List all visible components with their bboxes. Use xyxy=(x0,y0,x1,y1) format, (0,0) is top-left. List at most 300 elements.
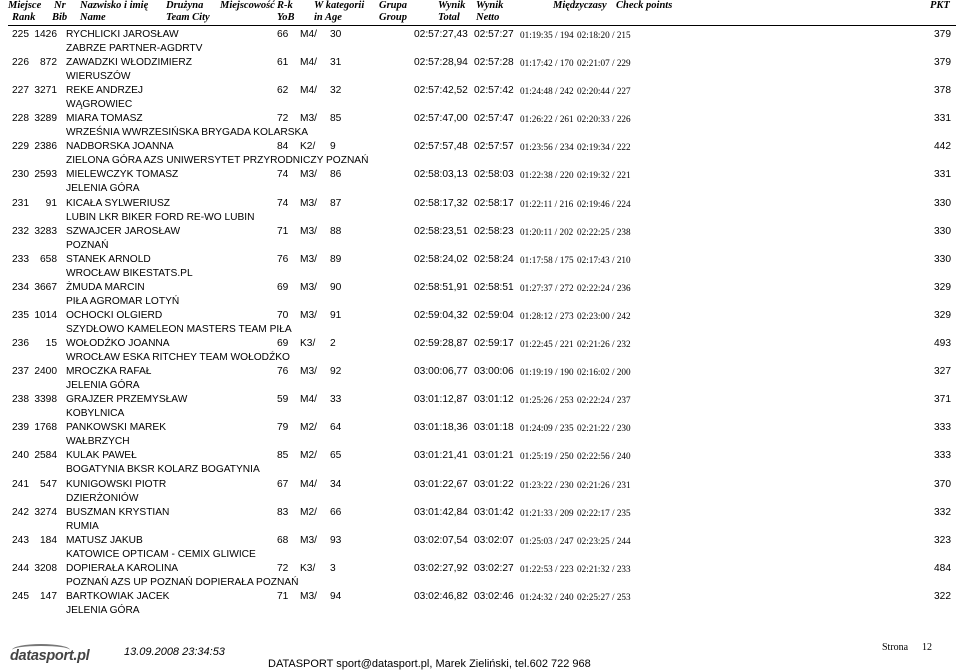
cell-name: MATUSZ JAKUB xyxy=(66,534,143,546)
cell-netto: 03:01:21 xyxy=(474,450,514,462)
cell-split-2: 02:25:27 / 253 xyxy=(577,591,631,602)
cell-total: 02:59:04,32 xyxy=(414,309,468,321)
cell-bib: 658 xyxy=(40,253,57,265)
cell-yob: 71 xyxy=(277,225,289,237)
col-netto: Netto xyxy=(476,12,500,23)
cell-pkt: 332 xyxy=(934,506,951,518)
col-miejscowosc: Miejscowość xyxy=(220,0,275,11)
cell-total: 03:01:42,84 xyxy=(414,506,468,518)
cell-name: DOPIERAŁA KAROLINA xyxy=(66,562,179,574)
cell-netto: 02:57:42 xyxy=(474,85,514,97)
cell-rank: 228 xyxy=(12,113,29,125)
cell-total: 03:02:27,92 xyxy=(414,562,468,574)
cell-split-1: 01:24:09 / 235 xyxy=(520,423,574,434)
cell-split-2: 02:20:44 / 227 xyxy=(577,86,631,97)
table-row xyxy=(0,111,960,139)
cell-pkt: 333 xyxy=(934,450,951,462)
col-grupa: Grupa xyxy=(379,0,408,11)
print-date: 13.09.2008 23:34:53 xyxy=(124,646,225,658)
cell-split-1: 01:22:11 / 216 xyxy=(520,198,574,209)
cell-rank: 245 xyxy=(12,590,29,602)
cell-total: 02:58:03,13 xyxy=(414,169,468,181)
cell-team-city: PIŁA AGROMAR LOTYŃ xyxy=(66,295,180,307)
cell-split-1: 01:26:22 / 261 xyxy=(520,114,574,125)
cell-rank: 237 xyxy=(12,366,29,378)
cell-total: 02:59:28,87 xyxy=(414,338,468,350)
cell-in-age: 66 xyxy=(330,506,342,518)
cell-split-2: 02:23:00 / 242 xyxy=(577,310,631,321)
cell-split-1: 01:17:58 / 175 xyxy=(520,254,574,265)
cell-netto: 02:58:03 xyxy=(474,169,514,181)
cell-category: K2/ xyxy=(300,141,316,153)
cell-category: M3/ xyxy=(300,281,317,293)
cell-split-1: 01:27:37 / 272 xyxy=(520,282,574,293)
cell-pkt: 329 xyxy=(934,281,951,293)
cell-netto: 03:02:27 xyxy=(474,562,514,574)
cell-category: M3/ xyxy=(300,113,317,125)
cell-team-city: KOBYLNICA xyxy=(66,408,125,420)
cell-rank: 240 xyxy=(12,450,29,462)
cell-category: M2/ xyxy=(300,450,317,462)
cell-pkt: 378 xyxy=(934,85,951,97)
cell-split-1: 01:20:11 / 202 xyxy=(520,226,574,237)
cell-in-age: 90 xyxy=(330,281,342,293)
cell-team-city: WAŁBRZYCH xyxy=(66,436,130,448)
cell-split-1: 01:22:53 / 223 xyxy=(520,563,574,574)
cell-split-1: 01:25:26 / 253 xyxy=(520,395,574,406)
cell-total: 03:01:22,67 xyxy=(414,478,468,490)
cell-name: ZAWADZKI WŁODZIMIERZ xyxy=(66,57,193,69)
cell-in-age: 85 xyxy=(330,113,342,125)
cell-bib: 3289 xyxy=(34,113,57,125)
col-team-city: Team City xyxy=(166,12,210,23)
cell-yob: 74 xyxy=(277,197,289,209)
col-name: Name xyxy=(80,12,106,23)
cell-in-age: 64 xyxy=(330,422,342,434)
cell-pkt: 379 xyxy=(934,57,951,69)
cell-category: K3/ xyxy=(300,338,316,350)
col-wynik-netto: Wynik xyxy=(476,0,504,11)
cell-netto: 02:58:24 xyxy=(474,253,514,265)
cell-in-age: 93 xyxy=(330,534,342,546)
cell-split-2: 02:18:20 / 215 xyxy=(577,30,631,40)
cell-in-age: 91 xyxy=(330,309,342,321)
cell-yob: 59 xyxy=(277,394,289,406)
header-divider xyxy=(8,25,956,26)
cell-rank: 239 xyxy=(12,422,29,434)
table-row xyxy=(0,308,960,336)
cell-split-2: 02:21:22 / 230 xyxy=(577,423,631,434)
cell-netto: 02:57:47 xyxy=(474,113,514,125)
col-total: Total xyxy=(438,12,460,23)
cell-category: M3/ xyxy=(300,309,317,321)
col-group: Group xyxy=(379,12,408,23)
cell-split-2: 02:19:46 / 224 xyxy=(577,198,631,209)
cell-yob: 76 xyxy=(277,366,289,378)
cell-team-city: DZIERŻONIÓW xyxy=(66,492,139,504)
table-row xyxy=(0,167,960,195)
cell-rank: 231 xyxy=(12,197,29,209)
cell-yob: 62 xyxy=(277,85,289,97)
cell-rank: 234 xyxy=(12,281,29,293)
cell-category: M3/ xyxy=(300,169,317,181)
cell-pkt: 323 xyxy=(934,534,951,546)
cell-rank: 230 xyxy=(12,169,29,181)
cell-netto: 02:58:51 xyxy=(474,281,514,293)
cell-in-age: 33 xyxy=(330,394,342,406)
cell-split-2: 02:21:07 / 229 xyxy=(577,58,631,69)
cell-in-age: 86 xyxy=(330,169,342,181)
cell-name: REKE ANDRZEJ xyxy=(66,85,143,97)
cell-name: STANEK ARNOLD xyxy=(66,253,151,265)
cell-team-city: ZIELONA GÓRA AZS UNIWERSYTET PRZYRODNICZY POZNAŃ xyxy=(66,155,369,167)
cell-yob: 74 xyxy=(277,169,289,181)
cell-category: M4/ xyxy=(300,478,317,490)
cell-team-city: LUBIN LKR BIKER FORD RE-WO LUBIN xyxy=(66,211,255,223)
col-w-kategorii: W kategorii xyxy=(314,0,365,11)
cell-name: MIELEWCZYK TOMASZ xyxy=(66,169,179,181)
cell-total: 02:57:28,94 xyxy=(414,57,468,69)
cell-category: M2/ xyxy=(300,422,317,434)
cell-category: K3/ xyxy=(300,562,316,574)
cell-bib: 3283 xyxy=(34,225,57,237)
cell-pkt: 442 xyxy=(934,141,951,153)
cell-rank: 229 xyxy=(12,141,29,153)
cell-yob: 72 xyxy=(277,562,289,574)
table-row xyxy=(0,280,960,308)
cell-rank: 244 xyxy=(12,562,29,574)
footer-contact: DATASPORT sport@datasport.pl, Marek Zieliński, tel.602 722 968 xyxy=(268,658,591,670)
cell-in-age: 30 xyxy=(330,29,342,40)
cell-pkt: 379 xyxy=(934,29,951,40)
cell-team-city: WROCŁAW BIKESTATS.PL xyxy=(66,267,193,279)
cell-netto: 03:02:46 xyxy=(474,590,514,602)
cell-total: 03:01:12,87 xyxy=(414,394,468,406)
col-miejsce: Miejsce xyxy=(8,0,42,11)
cell-total: 02:57:47,00 xyxy=(414,113,468,125)
cell-name: PANKOWSKI MAREK xyxy=(66,422,167,434)
col-bib: Bib xyxy=(52,12,68,23)
cell-pkt: 333 xyxy=(934,422,951,434)
cell-in-age: 3 xyxy=(330,562,336,574)
cell-category: M3/ xyxy=(300,366,317,378)
cell-pkt: 330 xyxy=(934,225,951,237)
cell-pkt: 322 xyxy=(934,590,951,602)
cell-split-1: 01:24:48 / 242 xyxy=(520,86,574,97)
cell-pkt: 370 xyxy=(934,478,951,490)
cell-netto: 03:01:18 xyxy=(474,422,514,434)
cell-pkt: 493 xyxy=(934,338,951,350)
cell-bib: 184 xyxy=(40,534,57,546)
cell-bib: 2400 xyxy=(34,366,57,378)
cell-rank: 232 xyxy=(12,225,29,237)
cell-netto: 02:58:17 xyxy=(474,197,514,209)
cell-yob: 69 xyxy=(277,281,289,293)
table-row xyxy=(0,561,960,589)
cell-bib: 2584 xyxy=(34,450,57,462)
cell-pkt: 484 xyxy=(934,562,951,574)
cell-split-2: 02:17:43 / 210 xyxy=(577,254,631,265)
col-rank: Rank xyxy=(12,12,36,23)
datasport-logo xyxy=(10,642,90,668)
cell-in-age: 31 xyxy=(330,57,342,69)
cell-team-city: SZYDŁOWO KAMELEON MASTERS TEAM PIŁA xyxy=(66,323,292,335)
cell-split-1: 01:19:19 / 190 xyxy=(520,367,574,378)
cell-yob: 83 xyxy=(277,506,289,518)
cell-team-city: WIERUSZÓW xyxy=(66,71,131,83)
logo-text: datasport.pl xyxy=(10,648,90,664)
cell-pkt: 330 xyxy=(934,197,951,209)
cell-pkt: 331 xyxy=(934,169,951,181)
cell-split-2: 02:19:34 / 222 xyxy=(577,142,631,153)
cell-yob: 70 xyxy=(277,309,289,321)
cell-team-city: JELENIA GÓRA xyxy=(66,604,140,616)
cell-split-1: 01:17:42 / 170 xyxy=(520,58,574,69)
table-row xyxy=(0,448,960,476)
cell-in-age: 89 xyxy=(330,253,342,265)
cell-pkt: 330 xyxy=(934,253,951,265)
cell-total: 02:57:27,43 xyxy=(414,29,468,40)
cell-team-city: JELENIA GÓRA xyxy=(66,183,140,195)
cell-split-1: 01:23:56 / 234 xyxy=(520,142,574,153)
cell-rank: 225 xyxy=(12,29,29,40)
cell-yob: 79 xyxy=(277,422,289,434)
cell-bib: 1768 xyxy=(34,422,57,434)
cell-netto: 02:57:57 xyxy=(474,141,514,153)
cell-netto: 03:00:06 xyxy=(474,366,514,378)
cell-name: MROCZKA RAFAŁ xyxy=(66,366,152,378)
table-row xyxy=(0,224,960,252)
cell-rank: 242 xyxy=(12,506,29,518)
cell-category: M3/ xyxy=(300,590,317,602)
cell-yob: 71 xyxy=(277,590,289,602)
cell-total: 02:58:23,51 xyxy=(414,225,468,237)
cell-in-age: 87 xyxy=(330,197,342,209)
cell-bib: 15 xyxy=(45,338,57,350)
cell-in-age: 34 xyxy=(330,478,342,490)
cell-rank: 227 xyxy=(12,85,29,97)
cell-split-2: 02:22:17 / 235 xyxy=(577,507,631,518)
table-row xyxy=(0,196,960,224)
cell-split-2: 02:21:32 / 233 xyxy=(577,563,631,574)
table-row xyxy=(0,589,960,617)
cell-team-city: POZNAŃ xyxy=(66,239,109,251)
cell-category: M4/ xyxy=(300,57,317,69)
cell-split-1: 01:22:38 / 220 xyxy=(520,170,574,181)
cell-rank: 238 xyxy=(12,394,29,406)
cell-split-1: 01:24:32 / 240 xyxy=(520,591,574,602)
cell-team-city: KATOWICE OPTICAM - CEMIX GLIWICE xyxy=(66,548,256,560)
cell-pkt: 371 xyxy=(934,394,951,406)
cell-bib: 1426 xyxy=(34,29,57,40)
cell-split-2: 02:16:02 / 200 xyxy=(577,367,631,378)
cell-team-city: POZNAŃ AZS UP POZNAŃ DOPIERAŁA POZNAŃ xyxy=(66,576,299,588)
cell-total: 02:58:17,32 xyxy=(414,197,468,209)
cell-rank: 235 xyxy=(12,309,29,321)
col-nazwisko: Nazwisko i imię xyxy=(80,0,149,11)
cell-category: M3/ xyxy=(300,253,317,265)
cell-total: 02:57:42,52 xyxy=(414,85,468,97)
cell-total: 02:57:57,48 xyxy=(414,141,468,153)
table-row xyxy=(0,252,960,280)
cell-netto: 02:59:04 xyxy=(474,309,514,321)
cell-name: NADBORSKA JOANNA xyxy=(66,141,174,153)
cell-yob: 66 xyxy=(277,29,289,40)
cell-in-age: 9 xyxy=(330,141,336,153)
page-label: Strona xyxy=(882,642,909,653)
cell-in-age: 92 xyxy=(330,366,342,378)
cell-yob: 61 xyxy=(277,57,289,69)
results-table-header xyxy=(0,0,960,25)
cell-split-2: 02:21:26 / 232 xyxy=(577,339,631,350)
table-row xyxy=(0,505,960,533)
cell-split-1: 01:21:33 / 209 xyxy=(520,507,574,518)
cell-total: 02:58:24,02 xyxy=(414,253,468,265)
cell-team-city: WROCŁAW ESKA RITCHEY TEAM WOŁODŹKO xyxy=(66,352,290,364)
col-wynik-total: Wynik xyxy=(438,0,466,11)
cell-in-age: 32 xyxy=(330,85,342,97)
cell-split-1: 01:28:12 / 273 xyxy=(520,310,574,321)
table-row xyxy=(0,392,960,420)
cell-split-1: 01:22:45 / 221 xyxy=(520,339,574,350)
cell-category: M4/ xyxy=(300,394,317,406)
cell-in-age: 88 xyxy=(330,225,342,237)
cell-bib: 91 xyxy=(45,197,57,209)
table-row xyxy=(0,420,960,448)
table-row xyxy=(0,364,960,392)
table-row xyxy=(0,533,960,561)
cell-rank: 226 xyxy=(12,57,29,69)
cell-category: M3/ xyxy=(300,197,317,209)
cell-team-city: RUMIA xyxy=(66,520,99,532)
cell-name: BUSZMAN KRYSTIAN xyxy=(66,506,170,518)
col-druzyna: Drużyna xyxy=(166,0,204,11)
cell-split-2: 02:22:56 / 240 xyxy=(577,451,631,462)
cell-yob: 76 xyxy=(277,253,289,265)
cell-bib: 2386 xyxy=(34,141,57,153)
cell-netto: 03:01:42 xyxy=(474,506,514,518)
cell-pkt: 327 xyxy=(934,366,951,378)
cell-yob: 67 xyxy=(277,478,289,490)
cell-bib: 3398 xyxy=(34,394,57,406)
table-row xyxy=(0,55,960,83)
col-pkt: PKT xyxy=(930,0,950,11)
cell-total: 03:02:07,54 xyxy=(414,534,468,546)
cell-yob: 84 xyxy=(277,141,289,153)
cell-in-age: 2 xyxy=(330,338,336,350)
col-yob: YoB xyxy=(277,12,295,23)
cell-in-age: 94 xyxy=(330,590,342,602)
cell-name: WOŁODŹKO JOANNA xyxy=(66,338,170,350)
cell-bib: 3271 xyxy=(34,85,57,97)
cell-total: 03:01:18,36 xyxy=(414,422,468,434)
cell-split-1: 01:19:35 / 194 xyxy=(520,30,574,40)
table-row xyxy=(0,139,960,167)
cell-team-city: BOGATYNIA BKSR KOLARZ BOGATYNIA xyxy=(66,464,260,476)
cell-name: MIARA TOMASZ xyxy=(66,113,143,125)
cell-yob: 85 xyxy=(277,450,289,462)
cell-yob: 69 xyxy=(277,338,289,350)
cell-name: GRAJZER PRZEMYSŁAW xyxy=(66,394,188,406)
cell-split-2: 02:19:32 / 221 xyxy=(577,170,631,181)
cell-split-2: 02:22:24 / 237 xyxy=(577,395,631,406)
page-footer xyxy=(0,640,960,671)
cell-yob: 72 xyxy=(277,113,289,125)
cell-bib: 2593 xyxy=(34,169,57,181)
cell-name: ŻMUDA MARCIN xyxy=(66,281,145,293)
cell-rank: 243 xyxy=(12,534,29,546)
cell-split-2: 02:22:25 / 238 xyxy=(577,226,631,237)
table-row xyxy=(0,477,960,505)
cell-bib: 3667 xyxy=(34,281,57,293)
page-number: 12 xyxy=(922,642,932,653)
cell-total: 02:58:51,91 xyxy=(414,281,468,293)
cell-split-1: 01:23:22 / 230 xyxy=(520,479,574,490)
cell-name: KUNIGOWSKI PIOTR xyxy=(66,478,167,490)
cell-category: M2/ xyxy=(300,506,317,518)
cell-netto: 02:59:17 xyxy=(474,338,514,350)
cell-name: KULAK PAWEŁ xyxy=(66,450,137,462)
cell-rank: 241 xyxy=(12,478,29,490)
cell-team-city: WRZEŚNIA WWRZESIŃSKA BRYGADA KOLARSKA xyxy=(66,127,309,139)
col-in-age: in Age xyxy=(314,12,342,23)
cell-yob: 68 xyxy=(277,534,289,546)
col-rk: R-k xyxy=(277,0,293,11)
cell-bib: 872 xyxy=(40,57,57,69)
cell-category: M4/ xyxy=(300,85,317,97)
col-miedzyczasy: Międzyczasy xyxy=(553,0,607,11)
cell-split-2: 02:20:33 / 226 xyxy=(577,114,631,125)
cell-total: 03:02:46,82 xyxy=(414,590,468,602)
cell-name: BARTKOWIAK JACEK xyxy=(66,590,170,602)
cell-netto: 02:58:23 xyxy=(474,225,514,237)
cell-total: 03:01:21,41 xyxy=(414,450,468,462)
table-row xyxy=(0,27,960,55)
cell-bib: 547 xyxy=(40,478,57,490)
cell-netto: 02:57:27 xyxy=(474,29,514,40)
cell-total: 03:00:06,77 xyxy=(414,366,468,378)
results-table-body xyxy=(0,27,960,617)
cell-team-city: ZABRZE PARTNER-AGDRTV xyxy=(66,43,203,54)
cell-name: RYCHLICKI JAROSŁAW xyxy=(66,29,179,40)
col-check-points: Check points xyxy=(616,0,673,11)
cell-category: M3/ xyxy=(300,225,317,237)
cell-rank: 233 xyxy=(12,253,29,265)
cell-name: OCHOCKI OLGIERD xyxy=(66,309,163,321)
cell-category: M3/ xyxy=(300,534,317,546)
cell-netto: 02:57:28 xyxy=(474,57,514,69)
cell-split-2: 02:23:25 / 244 xyxy=(577,535,631,546)
cell-pkt: 331 xyxy=(934,113,951,125)
cell-rank: 236 xyxy=(12,338,29,350)
cell-split-2: 02:22:24 / 236 xyxy=(577,282,631,293)
cell-bib: 147 xyxy=(40,590,57,602)
cell-name: SZWAJCER JAROSŁAW xyxy=(66,225,181,237)
cell-split-2: 02:21:26 / 231 xyxy=(577,479,631,490)
cell-netto: 03:01:22 xyxy=(474,478,514,490)
cell-name: KICAŁA SYLWERIUSZ xyxy=(66,197,170,209)
cell-category: M4/ xyxy=(300,29,317,40)
cell-team-city: JELENIA GÓRA xyxy=(66,380,140,392)
cell-split-1: 01:25:03 / 247 xyxy=(520,535,574,546)
cell-split-1: 01:25:19 / 250 xyxy=(520,451,574,462)
cell-bib: 3274 xyxy=(34,506,57,518)
cell-netto: 03:01:12 xyxy=(474,394,514,406)
cell-pkt: 329 xyxy=(934,309,951,321)
table-row xyxy=(0,83,960,111)
cell-bib: 1014 xyxy=(34,309,57,321)
cell-team-city: WĄGROWIEC xyxy=(66,99,133,111)
